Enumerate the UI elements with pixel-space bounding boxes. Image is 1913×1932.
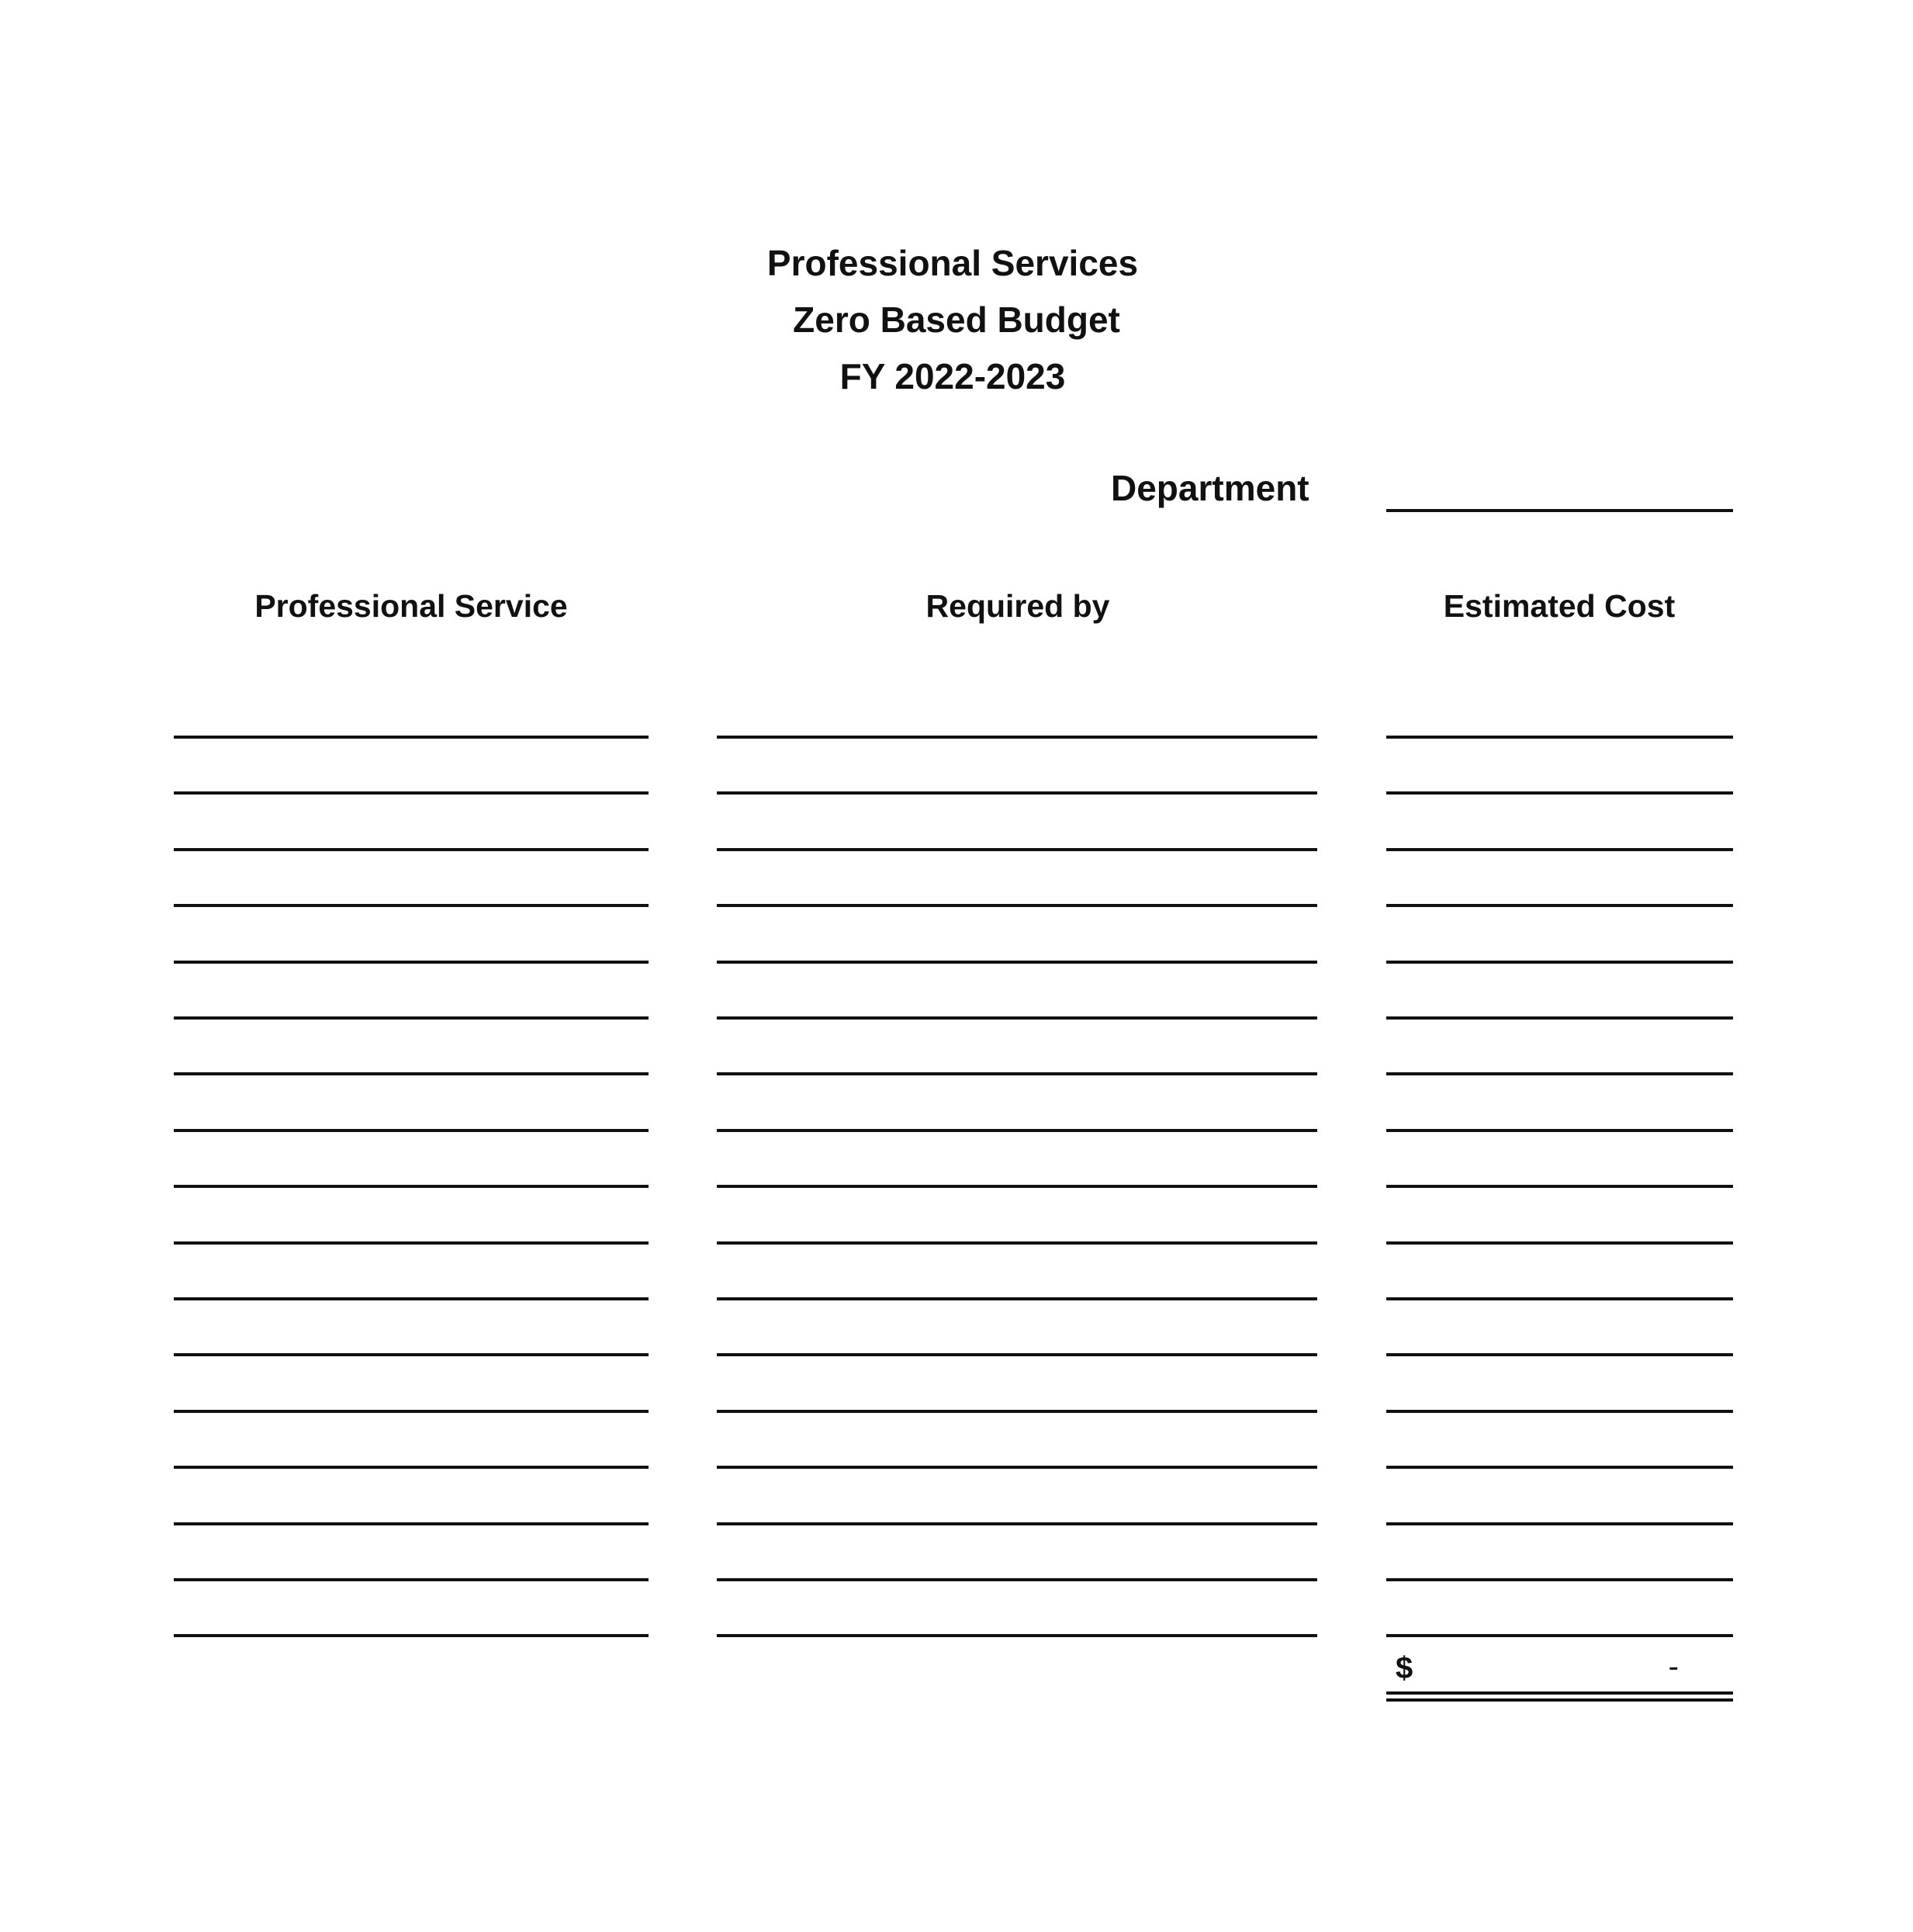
cost-row-line[interactable] [1386, 848, 1733, 851]
required-by-row-line[interactable] [717, 1016, 1317, 1020]
column-header-estimated-cost: Estimated Cost [1443, 588, 1676, 624]
service-row-line[interactable] [174, 1578, 649, 1581]
cost-row-line[interactable] [1386, 1410, 1733, 1413]
column-header-professional-service: Professional Service [254, 588, 568, 624]
service-row-line[interactable] [174, 736, 649, 739]
cost-row-line[interactable] [1386, 1634, 1733, 1637]
cost-row-line[interactable] [1386, 1353, 1733, 1356]
required-by-row-line[interactable] [717, 961, 1317, 964]
service-row-line[interactable] [174, 1353, 649, 1356]
cost-row-line[interactable] [1386, 1072, 1733, 1075]
cost-row-line[interactable] [1386, 1016, 1733, 1020]
cost-row-line[interactable] [1386, 961, 1733, 964]
service-row-line[interactable] [174, 1016, 649, 1020]
total-currency-symbol: $ [1396, 1651, 1413, 1685]
service-row-line[interactable] [174, 1297, 649, 1300]
cost-row-line[interactable] [1386, 1297, 1733, 1300]
cost-row-line[interactable] [1386, 1578, 1733, 1581]
required-by-row-line[interactable] [717, 791, 1317, 795]
total-double-underline-top [1386, 1691, 1733, 1695]
title-zero-based-budget: Zero Based Budget [793, 299, 1120, 340]
required-by-row-line[interactable] [717, 848, 1317, 851]
total-row [1386, 1646, 1733, 1693]
required-by-row-line[interactable] [717, 1578, 1317, 1581]
required-by-row-line[interactable] [717, 736, 1317, 739]
service-row-line[interactable] [174, 1241, 649, 1245]
service-row-line[interactable] [174, 904, 649, 907]
required-by-row-line[interactable] [717, 1634, 1317, 1637]
service-row-line[interactable] [174, 961, 649, 964]
required-by-row-line[interactable] [717, 1410, 1317, 1413]
cost-row-line[interactable] [1386, 736, 1733, 739]
required-by-row-line[interactable] [717, 1241, 1317, 1245]
department-field[interactable] [1386, 509, 1733, 512]
cost-row-line[interactable] [1386, 1466, 1733, 1469]
total-value: - [1668, 1650, 1679, 1684]
cost-row-line[interactable] [1386, 1522, 1733, 1525]
required-by-row-line[interactable] [717, 1072, 1317, 1075]
total-double-underline-bottom [1386, 1698, 1733, 1702]
required-by-row-line[interactable] [717, 1466, 1317, 1469]
service-row-line[interactable] [174, 1072, 649, 1075]
service-row-line[interactable] [174, 1410, 649, 1413]
required-by-row-line[interactable] [717, 1297, 1317, 1300]
cost-row-line[interactable] [1386, 1185, 1733, 1188]
required-by-row-line[interactable] [717, 1185, 1317, 1188]
cost-row-line[interactable] [1386, 1241, 1733, 1245]
title-professional-services: Professional Services [766, 243, 1139, 283]
service-row-line[interactable] [174, 1634, 649, 1637]
required-by-row-line[interactable] [717, 1522, 1317, 1525]
cost-row-line[interactable] [1386, 791, 1733, 795]
required-by-row-line[interactable] [717, 904, 1317, 907]
column-header-required-by: Required by [925, 588, 1110, 624]
service-row-line[interactable] [174, 1466, 649, 1469]
required-by-row-line[interactable] [717, 1353, 1317, 1356]
department-label: Department [1111, 468, 1309, 508]
service-row-line[interactable] [174, 1185, 649, 1188]
service-row-line[interactable] [174, 1522, 649, 1525]
service-row-line[interactable] [174, 848, 649, 851]
service-row-line[interactable] [174, 1129, 649, 1132]
required-by-row-line[interactable] [717, 1129, 1317, 1132]
service-row-line[interactable] [174, 791, 649, 795]
cost-row-line[interactable] [1386, 904, 1733, 907]
title-fiscal-year: FY 2022-2023 [839, 356, 1066, 396]
cost-row-line[interactable] [1386, 1129, 1733, 1132]
